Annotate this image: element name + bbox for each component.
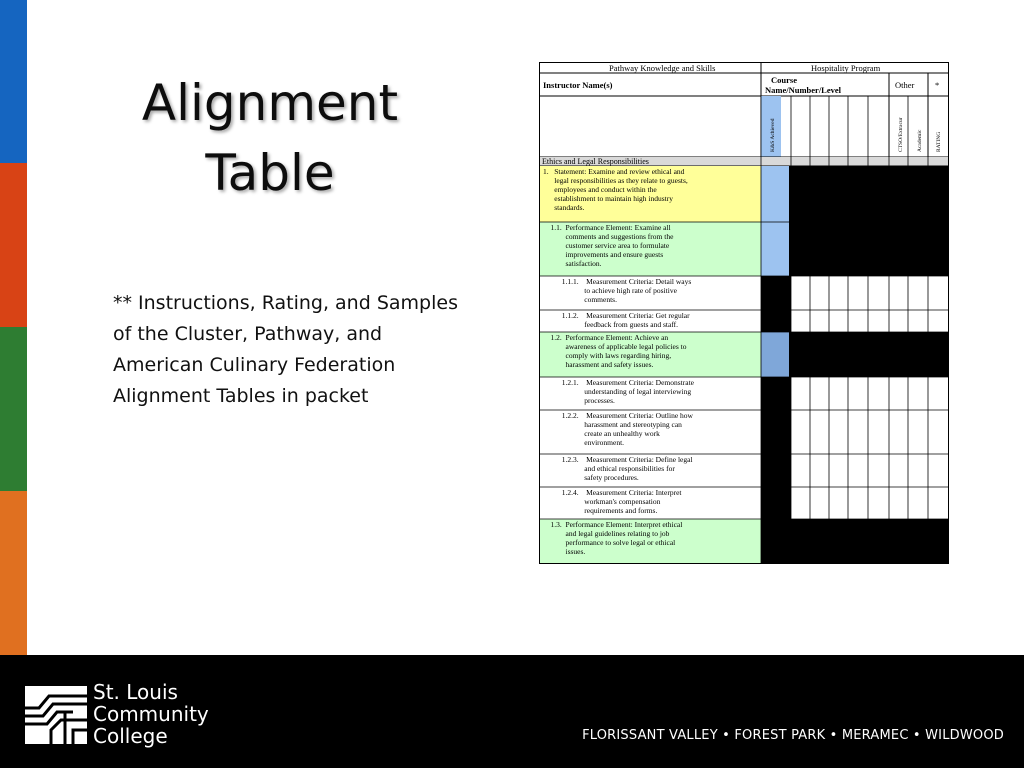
row-7-text: 1.2.2. Measurement Criteria: Outline how harassment and stereotyping can create an unhealthy work environment. [543,411,693,447]
col-academic: Academic [917,129,923,152]
stripe-orange [0,491,27,655]
slide-title-line1: Alignment [141,74,399,132]
row-2-text: 1.1. Performance Element: Examine all comments and suggestions from the customer service area to formulate improvements and ensure guests satisfaction. [543,223,674,268]
row-4-text: 1.1.2. Measurement Criteria: Get regular feedback from guests and staff. [543,311,690,329]
row-5-text: 1.2. Performance Element: Achieve an awareness of applicable legal policies to comply with laws regarding hiring, harassment and safety issues. [543,333,687,369]
row-1-text: 1. Statement: Examine and review ethical and legal responsibilities as they relate to guests, employees and conduct within the establishment to maintain high industry standards. [543,167,688,212]
col-ksa: K&S Achieved [770,118,776,152]
star-label: * [935,80,940,90]
header-left: Pathway Knowledge and Skills [609,63,716,73]
campus-list: FLORISSANT VALLEY • FOREST PARK • MERAMEC • WILDWOOD [582,728,1004,743]
row-9-text: 1.2.4. Measurement Criteria: Interpret workman's compensation requirements and forms. [543,488,682,515]
slide-notes: ** Instructions, Rating, and Samples of the Cluster, Pathway, and American Culinary Federation Alignment Tables in packet [113,292,458,407]
course-label-1: Course [771,75,797,85]
row-6-text: 1.2.1. Measurement Criteria: Demonstrate understanding of legal interviewing processes. [543,378,695,405]
section-title: Ethics and Legal Responsibilities [542,157,649,166]
college-name-line3: College [93,724,168,748]
college-name [93,681,209,747]
row-8-text: 1.2.3. Measurement Criteria: Define legal and ethical responsibilities for safety procedures. [543,455,693,482]
row-10-text: 1.3. Performance Element: Interpret ethical and legal guidelines relating to job performance to solve legal or ethical issues. [543,520,683,556]
stripe-green [0,327,27,491]
alignment-table [539,62,949,564]
stripe-red [0,163,27,327]
stripe-blue [0,0,27,163]
header-right: Hospitality Program [811,63,881,73]
college-logo-icon [25,686,87,744]
slide-title-line2: Table [205,144,335,202]
col-ctso: CTSO/Extracur [898,117,904,152]
college-name-line2: Community [93,702,209,726]
instructor-label: Instructor Name(s) [543,80,613,90]
college-name-line1: St. Louis [93,680,178,704]
col-rating: RATING [936,131,942,152]
course-label-2: Name/Number/Level [765,85,842,95]
slide-title [100,68,440,208]
row-3-text: 1.1.1. Measurement Criteria: Detail ways to achieve high rate of positive comments. [543,277,692,304]
other-label: Other [895,80,915,90]
